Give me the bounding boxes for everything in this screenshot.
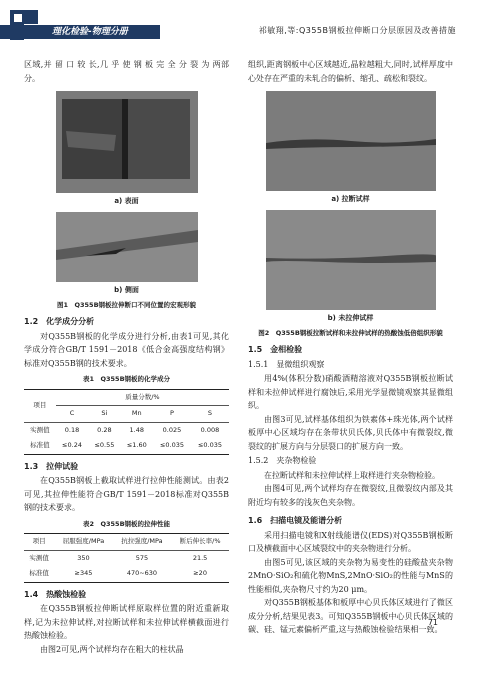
table-1-col: Si — [101, 409, 108, 417]
table-2-header: 项目 — [32, 537, 46, 545]
right-column — [248, 58, 453, 637]
section-1-2-title: 1.2 化学成分分析 — [24, 317, 95, 326]
table-2-header: 抗拉强度/MPa — [121, 537, 163, 545]
section-1-4-title: 1.4 热酸蚀检验 — [24, 589, 87, 599]
section-1-6-body-2: 由图5可见,该区域的夹杂物为易变性的硅酸盐夹杂物2MnO·SiO₂和硫化物MnS,2MnO·SiO₂的性能与MnS的性能相似,夹杂物尺寸约为20 μm。 — [248, 557, 453, 594]
table-1-unit: 质量分数/% — [56, 389, 229, 406]
table-cell: 1.48 — [129, 425, 145, 434]
page-header — [0, 0, 480, 48]
figure-2b-label: b) 未拉伸试样 — [327, 313, 374, 322]
table-row — [24, 422, 229, 438]
table-1 — [24, 389, 229, 455]
table-cell: 0.18 — [64, 425, 80, 434]
table-cell: 实测值 — [29, 553, 49, 562]
section-1-5-2-body: 在拉断试样和未拉伸试样上取样进行夹杂物检验。 — [264, 470, 440, 480]
table-cell: ≤1.60 — [126, 441, 147, 449]
table-cell: 575 — [135, 553, 149, 562]
table-cell: 标准值 — [30, 441, 50, 449]
table-cell: 0.28 — [97, 425, 112, 434]
etched-unstretched-specimen-photo — [266, 210, 436, 310]
table-row — [24, 550, 229, 566]
section-1-3-title: 1.3 拉伸试验 — [24, 461, 79, 471]
section-1-3-body: 在Q355B钢板上截取试样进行拉伸性能测试。由表2可见,其拉伸性能符合GB/T 1591－2018标准对Q355B钢的技术要求。 — [24, 476, 229, 512]
table-cell: 标准值 — [29, 569, 49, 577]
section-1-6-title: 1.6 扫描电镜及能谱分析 — [248, 516, 343, 525]
figure-2b-image — [266, 210, 436, 310]
right-intro-paragraph: 组织,距离钢板中心区域越近,晶粒越粗大,同时,试样厚度中心处存在严重的未轧合的偏析、缩孔、疏松和裂纹。 — [248, 60, 453, 83]
figure-1a-image — [56, 91, 198, 193]
table-1-col: C — [69, 409, 75, 417]
section-1-6-body: 采用扫描电镜和X射线能谱仪(EDS)对Q355B钢板断口及横截面中心区域裂纹中的夹杂物进行分析。 — [248, 530, 453, 553]
table-row — [24, 438, 229, 454]
section-1-4-body: 在Q355B钢板拉伸断试样原取样位置的附近重新取样,记为未拉伸试样,对拉断试样和未拉伸试样横截面进行热酸蚀检验。 — [24, 604, 229, 640]
section-1-5-title: 1.5 金相检验 — [248, 345, 303, 354]
figure-2a-image — [266, 91, 436, 191]
table-cell: ≥20 — [193, 569, 207, 577]
table-row — [24, 566, 229, 582]
section-1-5-1-body-2: 由图3可见,试样基体组织为铁素体+珠光体,两个试样板厚中心区域均存在条带状贝氏体,贝氏体中有微裂纹,微裂纹的扩展方向与分层裂口的扩展方向一致。 — [248, 414, 453, 451]
table-2-header: 屈服强度/MPa — [62, 537, 105, 545]
section-1-6-body-3: 对Q355B钢板基体和板厚中心贝氏体区域进行了微区成分分析,结果见表3。可知Q355B钢板中心贝氏体区域的碳、硅、锰元素偏析严重,这与热酸蚀检验结果相一致。 — [248, 598, 453, 634]
table-2 — [24, 533, 229, 583]
figure-1-caption: 图1 Q355B钢板拉伸断口不同位置的宏观形貌 — [56, 301, 197, 309]
page-number: 71 — [427, 618, 438, 627]
table-1-item-header: 项目 — [33, 400, 47, 409]
table-cell: ≤0.24 — [62, 441, 82, 449]
fracture-side-photo — [56, 212, 198, 282]
section-1-5-2-title: 1.5.2 夹杂物检验 — [248, 456, 317, 465]
table-1-caption: 表1 Q355B钢板的化学成分 — [82, 375, 171, 383]
section-1-5-1-body: 用4%(体积分数)硝酸酒精溶液对Q355B钢板拉断试样和未拉伸试样进行腐蚀后,采用光学显微镜观察其显微组织。 — [248, 374, 453, 410]
table-1-col: Mn — [131, 409, 142, 417]
table-cell: 0.025 — [162, 425, 182, 434]
figure-1b-label: b) 侧面 — [114, 285, 139, 294]
figure-2-caption: 图2 Q355B钢板拉断试样和未拉伸试样的热酸蚀低倍组织形貌 — [258, 329, 443, 337]
section-1-2-body: 对Q355B钢板的化学成分进行分析,由表1可见,其化学成分符合GB/T 1591－2018《低合金高强度结构钢》标准对Q355B钢的技术要求。 — [24, 331, 229, 368]
running-head: 祁敏翔,等:Q355B钢板拉伸断口分层原因及改善措施 — [258, 26, 456, 35]
journal-name: 理化检验-物理分册 — [52, 27, 128, 37]
table-cell: 0.008 — [200, 425, 220, 434]
fracture-surface-photo — [56, 91, 198, 193]
table-cell: 21.5 — [192, 553, 208, 562]
section-1-5-2-body-2: 由图4可见,两个试样均存在微裂纹,且微裂纹内部及其附近均有较多的浅灰色夹杂物。 — [248, 484, 453, 507]
figure-1b-image — [56, 212, 198, 282]
table-cell: ≤0.55 — [94, 441, 115, 449]
table-cell: 470~630 — [126, 569, 158, 577]
figure-2a-label: a) 拉断试样 — [331, 195, 370, 203]
section-1-4-body-cont: 由图2可见,两个试样均存在粗大的柱状晶 — [40, 644, 184, 654]
table-1-col: S — [207, 409, 213, 417]
table-2-caption: 表2 Q355B钢板的拉伸性能 — [82, 519, 171, 528]
table-2-header: 断后伸长率/% — [179, 537, 221, 545]
intro-paragraph: 区域,并 留 口 较 长,几 乎 使 钢 板 完 全 分 裂 为 两部分。 — [24, 60, 229, 83]
table-cell: ≤0.035 — [159, 441, 184, 449]
table-cell: ≤0.035 — [197, 441, 223, 449]
table-cell: 实测值 — [30, 425, 50, 434]
figure-1a-label: a) 表面 — [114, 197, 139, 205]
table-cell: 350 — [77, 553, 90, 562]
left-column — [24, 58, 229, 656]
table-1-col: P — [170, 409, 174, 417]
etched-fracture-specimen-photo — [266, 91, 436, 191]
section-1-5-1-title: 1.5.1 显微组织观察 — [248, 359, 325, 369]
table-cell: ≥345 — [74, 569, 93, 577]
